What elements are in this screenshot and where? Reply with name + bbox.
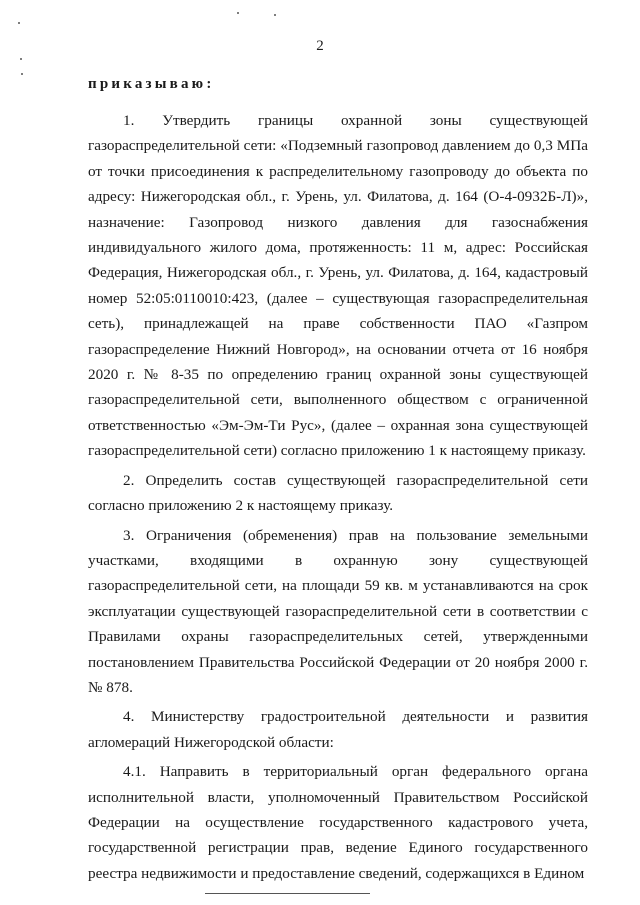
order-heading: приказываю: [88, 76, 215, 92]
paragraph-2: 2. Определить состав существующей газораспределительной сети согласно приложению 2 к настоящему приказу. [88, 471, 588, 515]
footer-rule [205, 893, 370, 894]
paragraph-4: 4. Министерству градостроительной деятельности и развития агломераций Нижегородской области: [88, 708, 588, 751]
paragraph-3: 3. Ограничения (обременения) прав на пользование земельными участками, входящими в охранную зону существующей газораспределительной сети, на площади 59 кв. м устанавливаются на срок эксплуатации существующей газораспределительной сети в соответствии с Правилами охраны газораспределительных сетей, утвержденными постановлением Правительства Российской Федерации от 20 ноября 2000 г. № 878. [88, 526, 588, 696]
page-number: 2 [316, 38, 324, 54]
document-body [88, 108, 588, 890]
paragraph-4-1: 4.1. Направить в территориальный орган федерального органа исполнительной власти, уполномоченный Правительством Российской Федерации на осуществление государственного кадастрового учета, государственной регистрации прав, ведение Единого государственного реестра недвижимости и предоставление сведений, содержащихся в Едином [88, 763, 588, 882]
scan-speck [21, 73, 23, 75]
scan-speck [20, 58, 22, 60]
paragraph-1: 1. Утвердить границы охранной зоны существующей газораспределительной сети: «Подземный газопровод давлением до 0,3 МПа от точки присоединения к распределительному газопроводу до объекта по адресу: Нижегородская обл., г. Урень, ул. Филатова, д. 164 (О-4-0932Б-Л)», назначение: Газопровод низкого давления для газоснабжения индивидуального жилого дома, протяженность: 11 м, адрес: Российская Федерация, Нижегородская обл., г. Урень, ул. Филатова, д. 164, кадастровый номер 52:05:0110010:423, (далее – существующая газораспределительная сеть), принадлежащей на праве собственности ПАО «Газпром газораспределение Нижний Новгород», на основании отчета от 16 ноября 2020 г. № 8-35 по определению границ охранной зоны существующей газораспределительной сети, выполненного обществом с ограниченной ответственностью «Эм-Эм-Ти Рус», (далее – охранная зона существующей газораспределительной сети) согласно приложению 1 к настоящему приказу. [88, 112, 588, 460]
scan-speck [18, 22, 20, 24]
scan-speck [274, 14, 276, 16]
scan-speck [237, 12, 239, 14]
